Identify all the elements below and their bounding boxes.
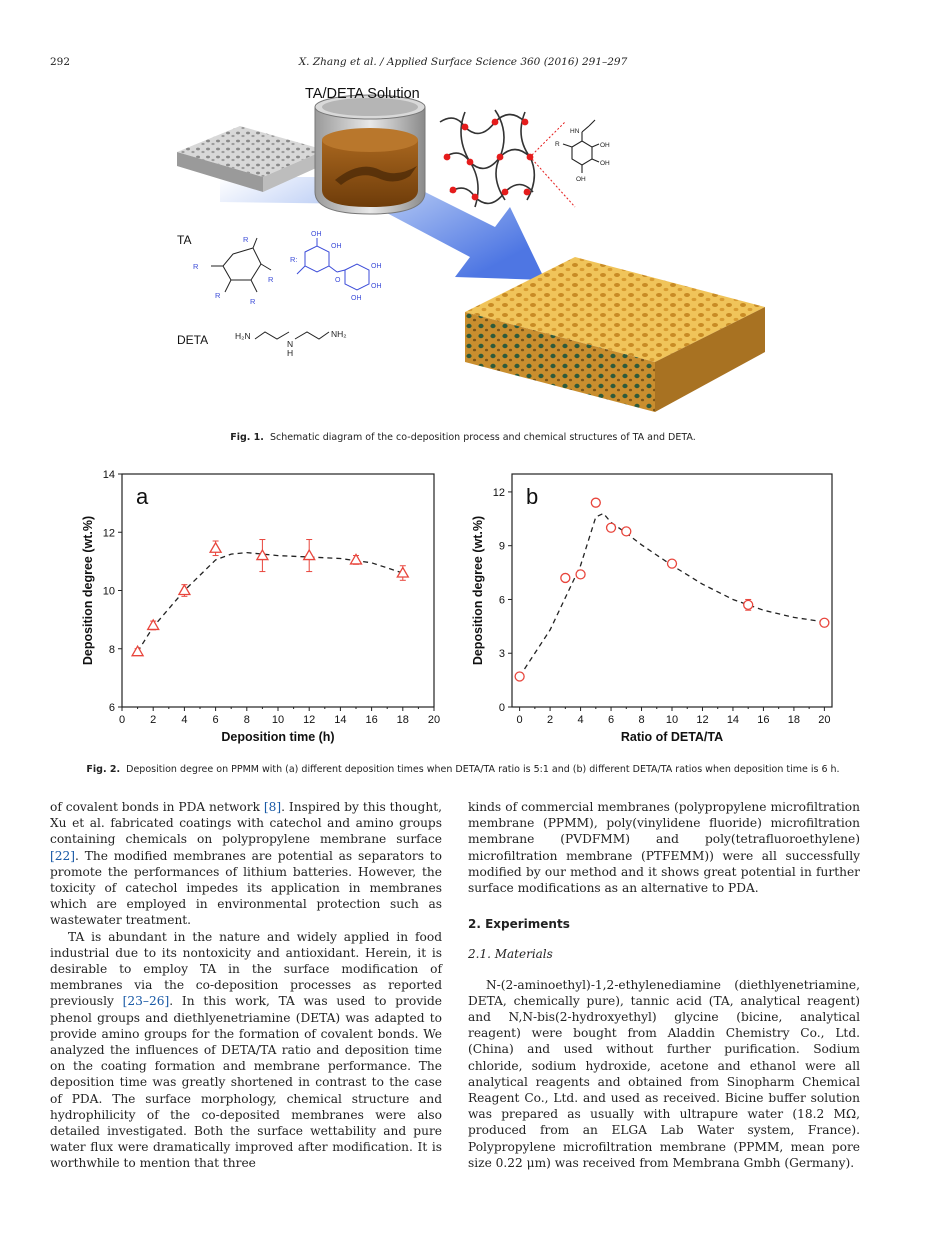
- y-tick-label: 8: [108, 643, 115, 656]
- deta-h2n: H₂N: [235, 331, 251, 341]
- body-paragraph-3: kinds of commercial membranes (polypropylene microfiltration membrane (PPMM), poly(vinylidene fluoride) microfiltration membrane (PVDFMM) and poly(tetrafluoroethylene) microfiltration membrane (PTFEMM)) were all successfully modified by our method and it shows great potential in further surface modifications as an alternative to PDA.: [468, 800, 860, 896]
- figure-1-schematic: [165, 82, 765, 427]
- x-axis-label: Ratio of DETA/TA: [620, 730, 724, 744]
- deta-h: H: [287, 348, 294, 358]
- beaker: [315, 95, 425, 214]
- data-point: [561, 573, 570, 582]
- solution-label: TA/DETA Solution: [305, 86, 420, 102]
- ta-oh3: OH: [371, 263, 382, 270]
- paragraph-text: TA is abundant in the nature and widely applied in food industrial due to its nontoxicity and antioxidant. Herein, it is desirable to employ TA in the surface modification of membranes via the co-deposition processes as reported previously: [50, 929, 442, 1009]
- y-tick-label: 10: [102, 585, 115, 598]
- subsection-title: 2.1. Materials: [468, 947, 553, 962]
- citation-link[interactable]: [22]: [50, 848, 76, 863]
- plot-frame: [512, 474, 832, 707]
- deta-structure: [255, 332, 329, 339]
- x-tick-label: 16: [757, 714, 770, 726]
- x-tick-label: 8: [243, 714, 250, 726]
- trend-line: [138, 553, 403, 652]
- ta-label: TA: [177, 233, 192, 247]
- ta-r2: R: [193, 262, 199, 271]
- chart-a: [81, 469, 440, 744]
- citation-link[interactable]: [8]: [263, 800, 282, 814]
- hn-label: HN: [570, 128, 580, 135]
- body-left-column: [50, 799, 442, 1172]
- figure-1-caption: [0, 432, 926, 443]
- ta-o1: O: [335, 277, 341, 284]
- y-tick-label: 6: [498, 594, 505, 607]
- x-tick-label: 10: [665, 714, 679, 726]
- y-tick-label: 9: [498, 540, 505, 553]
- plot-frame: [122, 474, 434, 707]
- x-tick-label: 10: [271, 714, 285, 726]
- zoom-oh3-label: OH: [576, 176, 586, 183]
- x-tick-label: 12: [303, 714, 316, 726]
- x-tick-label: 20: [818, 714, 831, 726]
- chart-b: [471, 474, 832, 744]
- x-tick-label: 16: [365, 714, 378, 726]
- zoom-oh2-label: OH: [600, 160, 610, 167]
- ta-oh4: OH: [371, 283, 382, 290]
- x-tick-label: 4: [577, 714, 584, 726]
- x-axis-label: Deposition time (h): [221, 730, 335, 744]
- data-point: [668, 559, 677, 568]
- ta-r1: R: [243, 235, 249, 244]
- panel-label: b: [526, 484, 539, 509]
- y-axis-label: Deposition degree (wt.%): [81, 515, 95, 666]
- fig1-caption-label: Fig. 1.: [230, 432, 264, 443]
- x-tick-label: 8: [638, 714, 645, 726]
- ta-r3: R: [215, 291, 221, 300]
- paragraph-text: . Inspired by this thought, Xu et al. fabricated coatings with catechol and amino groups containing chemicals on polypropylene membrane surface: [50, 800, 442, 847]
- y-tick-label: 3: [498, 648, 505, 661]
- ta-r-colon: R:: [290, 255, 298, 264]
- x-tick-label: 14: [334, 714, 347, 726]
- citation-link[interactable]: [23–26]: [122, 994, 170, 1009]
- ta-oh2: OH: [331, 243, 342, 250]
- x-tick-label: 12: [696, 714, 709, 726]
- x-tick-label: 6: [607, 714, 615, 726]
- paragraph-text: . The modified membranes are potential as separators to promote the performances of lithium batteries. However, the toxicity of catechol impedes its application in membranes which are employed in environmental protection such as wastewater treatment.: [50, 848, 442, 928]
- data-point: [515, 672, 524, 681]
- data-point: [607, 523, 616, 532]
- trend-line: [520, 513, 825, 676]
- deta-n: N: [287, 339, 294, 349]
- ta-glucose-structure: [211, 238, 271, 292]
- x-tick-label: 6: [212, 714, 219, 726]
- running-head: X. Zhang et al. / Applied Surface Science 360 (2016) 291–297: [298, 56, 628, 68]
- paragraph-text: of covalent bonds in PDA network: [50, 800, 264, 814]
- zoom-oh1-label: OH: [600, 142, 610, 149]
- deta-nh2: NH₂: [331, 329, 347, 339]
- deta-label: DETA: [177, 333, 209, 347]
- x-tick-label: 2: [150, 714, 157, 726]
- ta-r5: R: [250, 297, 256, 306]
- ta-r4: R: [268, 275, 274, 284]
- data-point: [210, 543, 221, 553]
- x-tick-label: 2: [547, 714, 554, 726]
- crosslink-structure: [563, 120, 599, 173]
- data-point: [148, 620, 159, 630]
- y-tick-label: 6: [108, 702, 115, 714]
- y-tick-label: 12: [492, 486, 505, 499]
- data-point: [744, 600, 753, 609]
- figure-2-charts: [60, 462, 880, 752]
- body-right-column: [468, 799, 860, 1171]
- x-tick-label: 0: [516, 714, 523, 726]
- data-point: [351, 554, 362, 564]
- ta-oh5: OH: [351, 295, 362, 302]
- x-tick-label: 14: [726, 714, 740, 726]
- data-point: [820, 618, 829, 627]
- body-paragraph-4: N-(2-aminoethyl)-1,2-ethylenediamine (diethlyenetriamine, DETA, chemically pure), tannic acid (TA, analytical reagent) and N,N-bis(2-hydroxyethyl) glycine (bicine, analytical reagent) were bought from Aladdin Chemistry Co., Ltd. (China) and used without further purification. Sodium chloride, sodium hydroxide, acetone and ethanol were all analytical reagents and obtained from Sinopharm Chemical Reagent Co., Ltd. and used as received. Bicine buffer solution was prepared as usually with ultrapure water (18.2 MΩ, produced from an ELGA Lab Water system, France). Polypropylene microfiltration membrane (PPMM, mean pore size 0.22 μm) was received from Membrana Gmbh (Germany).: [468, 977, 860, 1170]
- y-tick-label: 0: [498, 702, 505, 714]
- fig2-caption-text: Deposition degree on PPMM with (a) different deposition times when DETA/TA ratio is 5:1 and (b) different DETA/TA ratios when deposition time is 6 h.: [126, 764, 840, 775]
- fig2-caption-label: Fig. 2.: [86, 764, 121, 775]
- page-number: 292: [50, 56, 71, 68]
- y-axis-label: Deposition degree (wt.%): [471, 515, 485, 666]
- body-paragraph-1: [50, 799, 442, 929]
- body-paragraph-2: [50, 929, 442, 1172]
- y-tick-label: 14: [102, 469, 115, 481]
- x-tick-label: 0: [118, 714, 126, 726]
- x-tick-label: 20: [427, 714, 441, 726]
- x-tick-label: 18: [396, 714, 409, 726]
- data-point: [622, 527, 631, 536]
- section-title: 2. Experiments: [468, 917, 570, 932]
- data-point: [132, 646, 143, 656]
- data-point: [576, 570, 585, 579]
- fig1-caption-text: Schematic diagram of the co-deposition process and chemical structures of TA and DETA.: [269, 432, 696, 443]
- x-tick-label: 18: [787, 714, 801, 726]
- x-tick-label: 4: [181, 714, 188, 726]
- ta-oh1: OH: [311, 231, 322, 238]
- data-point: [304, 550, 315, 560]
- zoom-r-label: R: [555, 141, 560, 148]
- panel-label: a: [136, 484, 149, 509]
- paragraph-text: . In this work, TA was used to provide phenol groups and diethlyenetriamine (DETA) was adapted to provide amino groups for the formation of covalent bonds. We analyzed the influences of DETA/TA ratio and deposition time on the coating formation and membrane performance. The deposition time was greatly shortened in contrast to the case of PDA. The surface morphology, chemical structure and hydrophilicity of the co-deposited membranes were also detailed investigated. Both the surface wettability and pure water flux were dramatically improved after modification. It is worthwhile to mention that three: [50, 994, 442, 1171]
- data-point: [591, 498, 600, 507]
- modified-membrane: [465, 257, 765, 412]
- figure-2-caption: [0, 764, 926, 775]
- y-tick-label: 12: [102, 527, 115, 540]
